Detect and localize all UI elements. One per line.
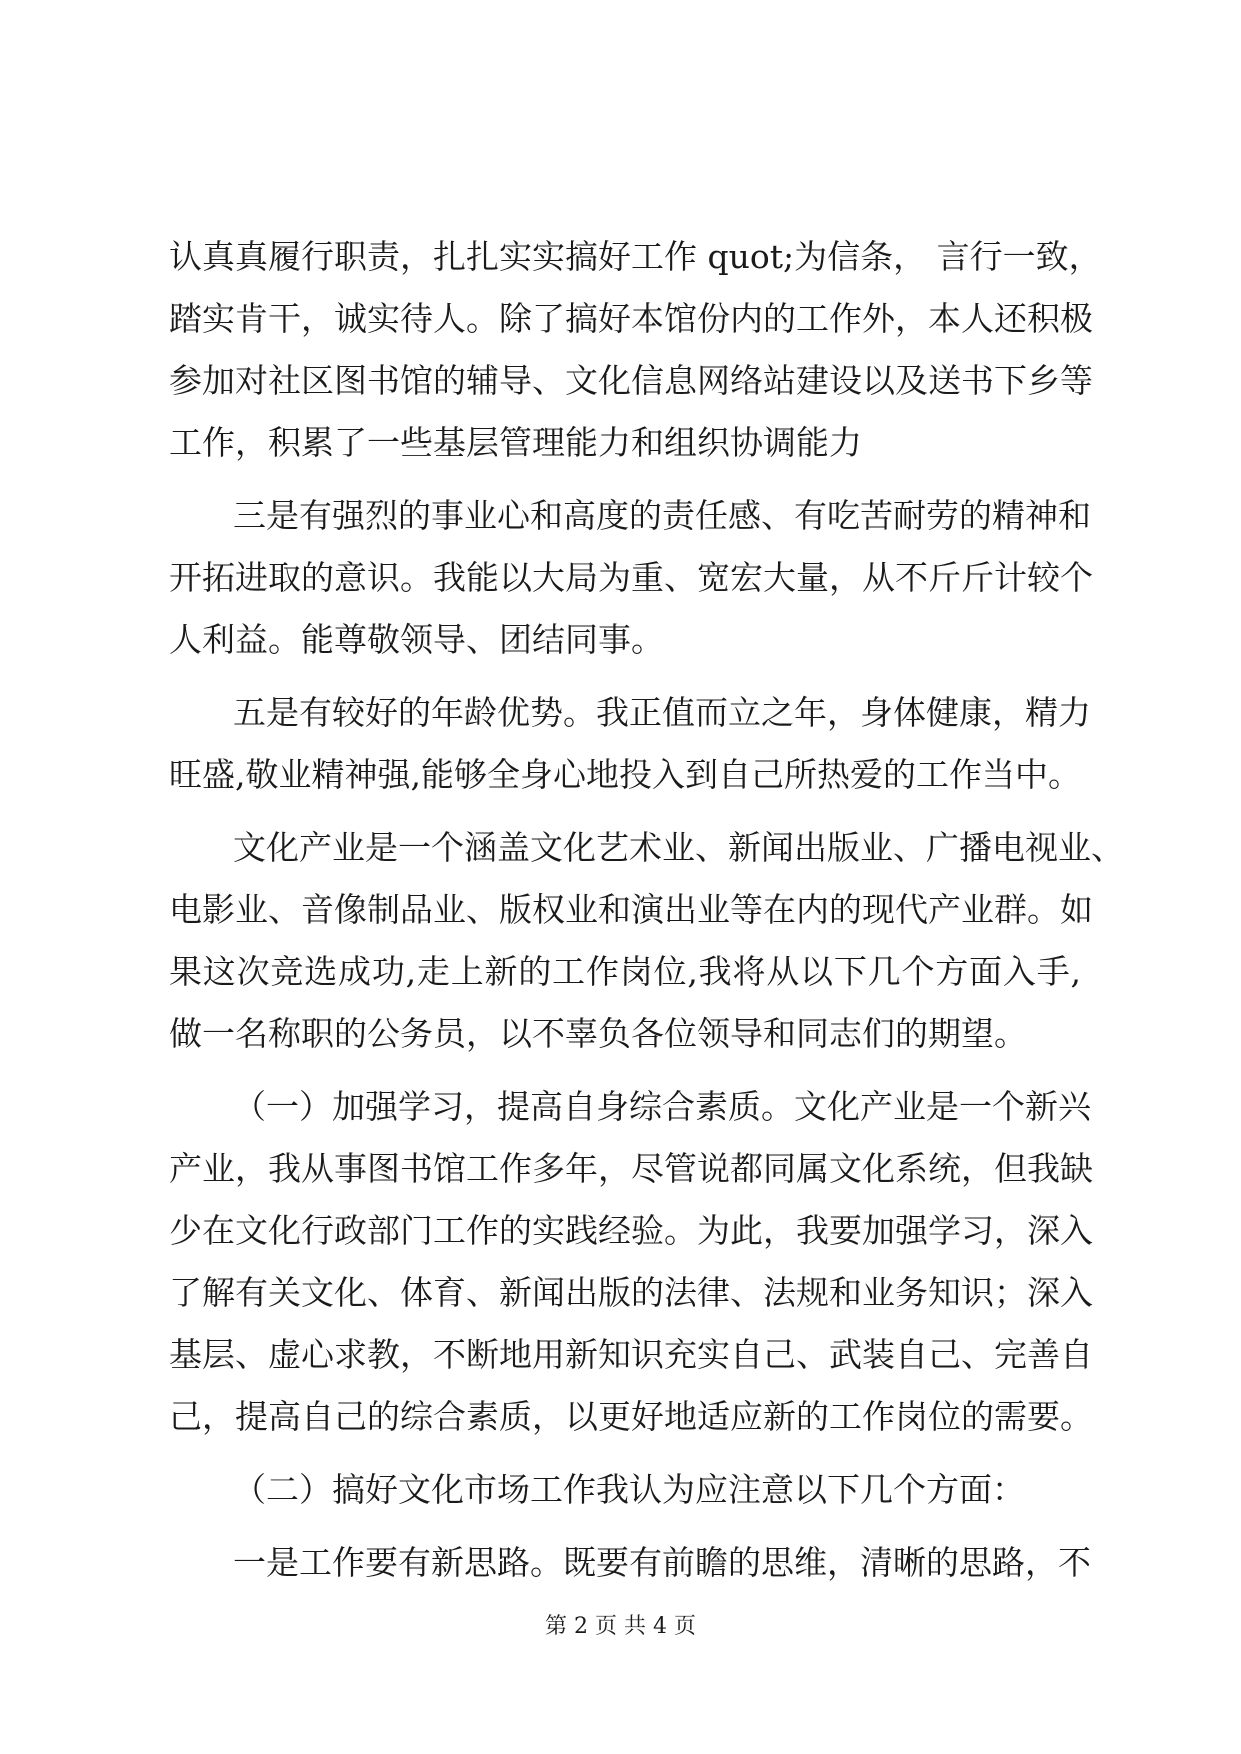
paragraph-start-line: 三是有强烈的事业心和高度的责任感、有吃苦耐劳的精神和 (233, 496, 1091, 535)
text-line: 基层、虚心求教，不断地用新知识充实自己、武装自己、完善自 (169, 1335, 1093, 1374)
page-number-footer: 第 2 页 共 4 页 (545, 1614, 696, 1639)
text-line: 了解有关文化、体育、新闻出版的法律、法规和业务知识；深入 (169, 1273, 1093, 1312)
text-line: 果这次竞选成功,走上新的工作岗位,我将从以下几个方面入手, (169, 952, 1081, 991)
text-line: 旺盛,敬业精神强,能够全身心地投入到自己所热爱的工作当中。 (169, 755, 1081, 794)
paragraph-start-line: （一）加强学习，提高自身综合素质。文化产业是一个新兴 (233, 1087, 1091, 1126)
paragraph-start-line: 一是工作要有新思路。既要有前瞻的思维，清晰的思路，不 (233, 1543, 1091, 1582)
paragraph-start-line: 五是有较好的年龄优势。我正值而立之年，身体健康，精力 (233, 693, 1091, 732)
text-line: 开拓进取的意识。我能以大局为重、宽宏大量，从不斤斤计较个 (169, 558, 1093, 597)
paragraph-start-line: （二）搞好文化市场工作我认为应注意以下几个方面： (233, 1470, 1025, 1509)
paragraph-start-line: 文化产业是一个涵盖文化艺术业、新闻出版业、广播电视业、 (233, 828, 1124, 867)
text-line: 己，提高自己的综合素质，以更好地适应新的工作岗位的需要。 (169, 1397, 1093, 1436)
text-line: 少在文化行政部门工作的实践经验。为此，我要加强学习，深入 (169, 1211, 1093, 1250)
text-line: 参加对社区图书馆的辅导、文化信息网络站建设以及送书下乡等 (169, 361, 1093, 400)
text-line: 工作，积累了一些基层管理能力和组织协调能力 (169, 423, 862, 462)
text-line: 认真真履行职责，扎扎实实搞好工作 quot;为信条， 言行一致， (169, 237, 1102, 276)
text-line: 踏实肯干，诚实待人。除了搞好本馆份内的工作外，本人还积极 (169, 299, 1093, 338)
text-line: 电影业、音像制品业、版权业和演出业等在内的现代产业群。如 (169, 890, 1093, 929)
text-line: 产业，我从事图书馆工作多年，尽管说都同属文化系统，但我缺 (169, 1149, 1093, 1188)
document-body (169, 226, 1124, 1594)
text-line: 做一名称职的公务员，以不辜负各位领导和同志们的期望。 (169, 1014, 1027, 1053)
text-line: 人利益。能尊敬领导、团结同事。 (169, 620, 664, 659)
